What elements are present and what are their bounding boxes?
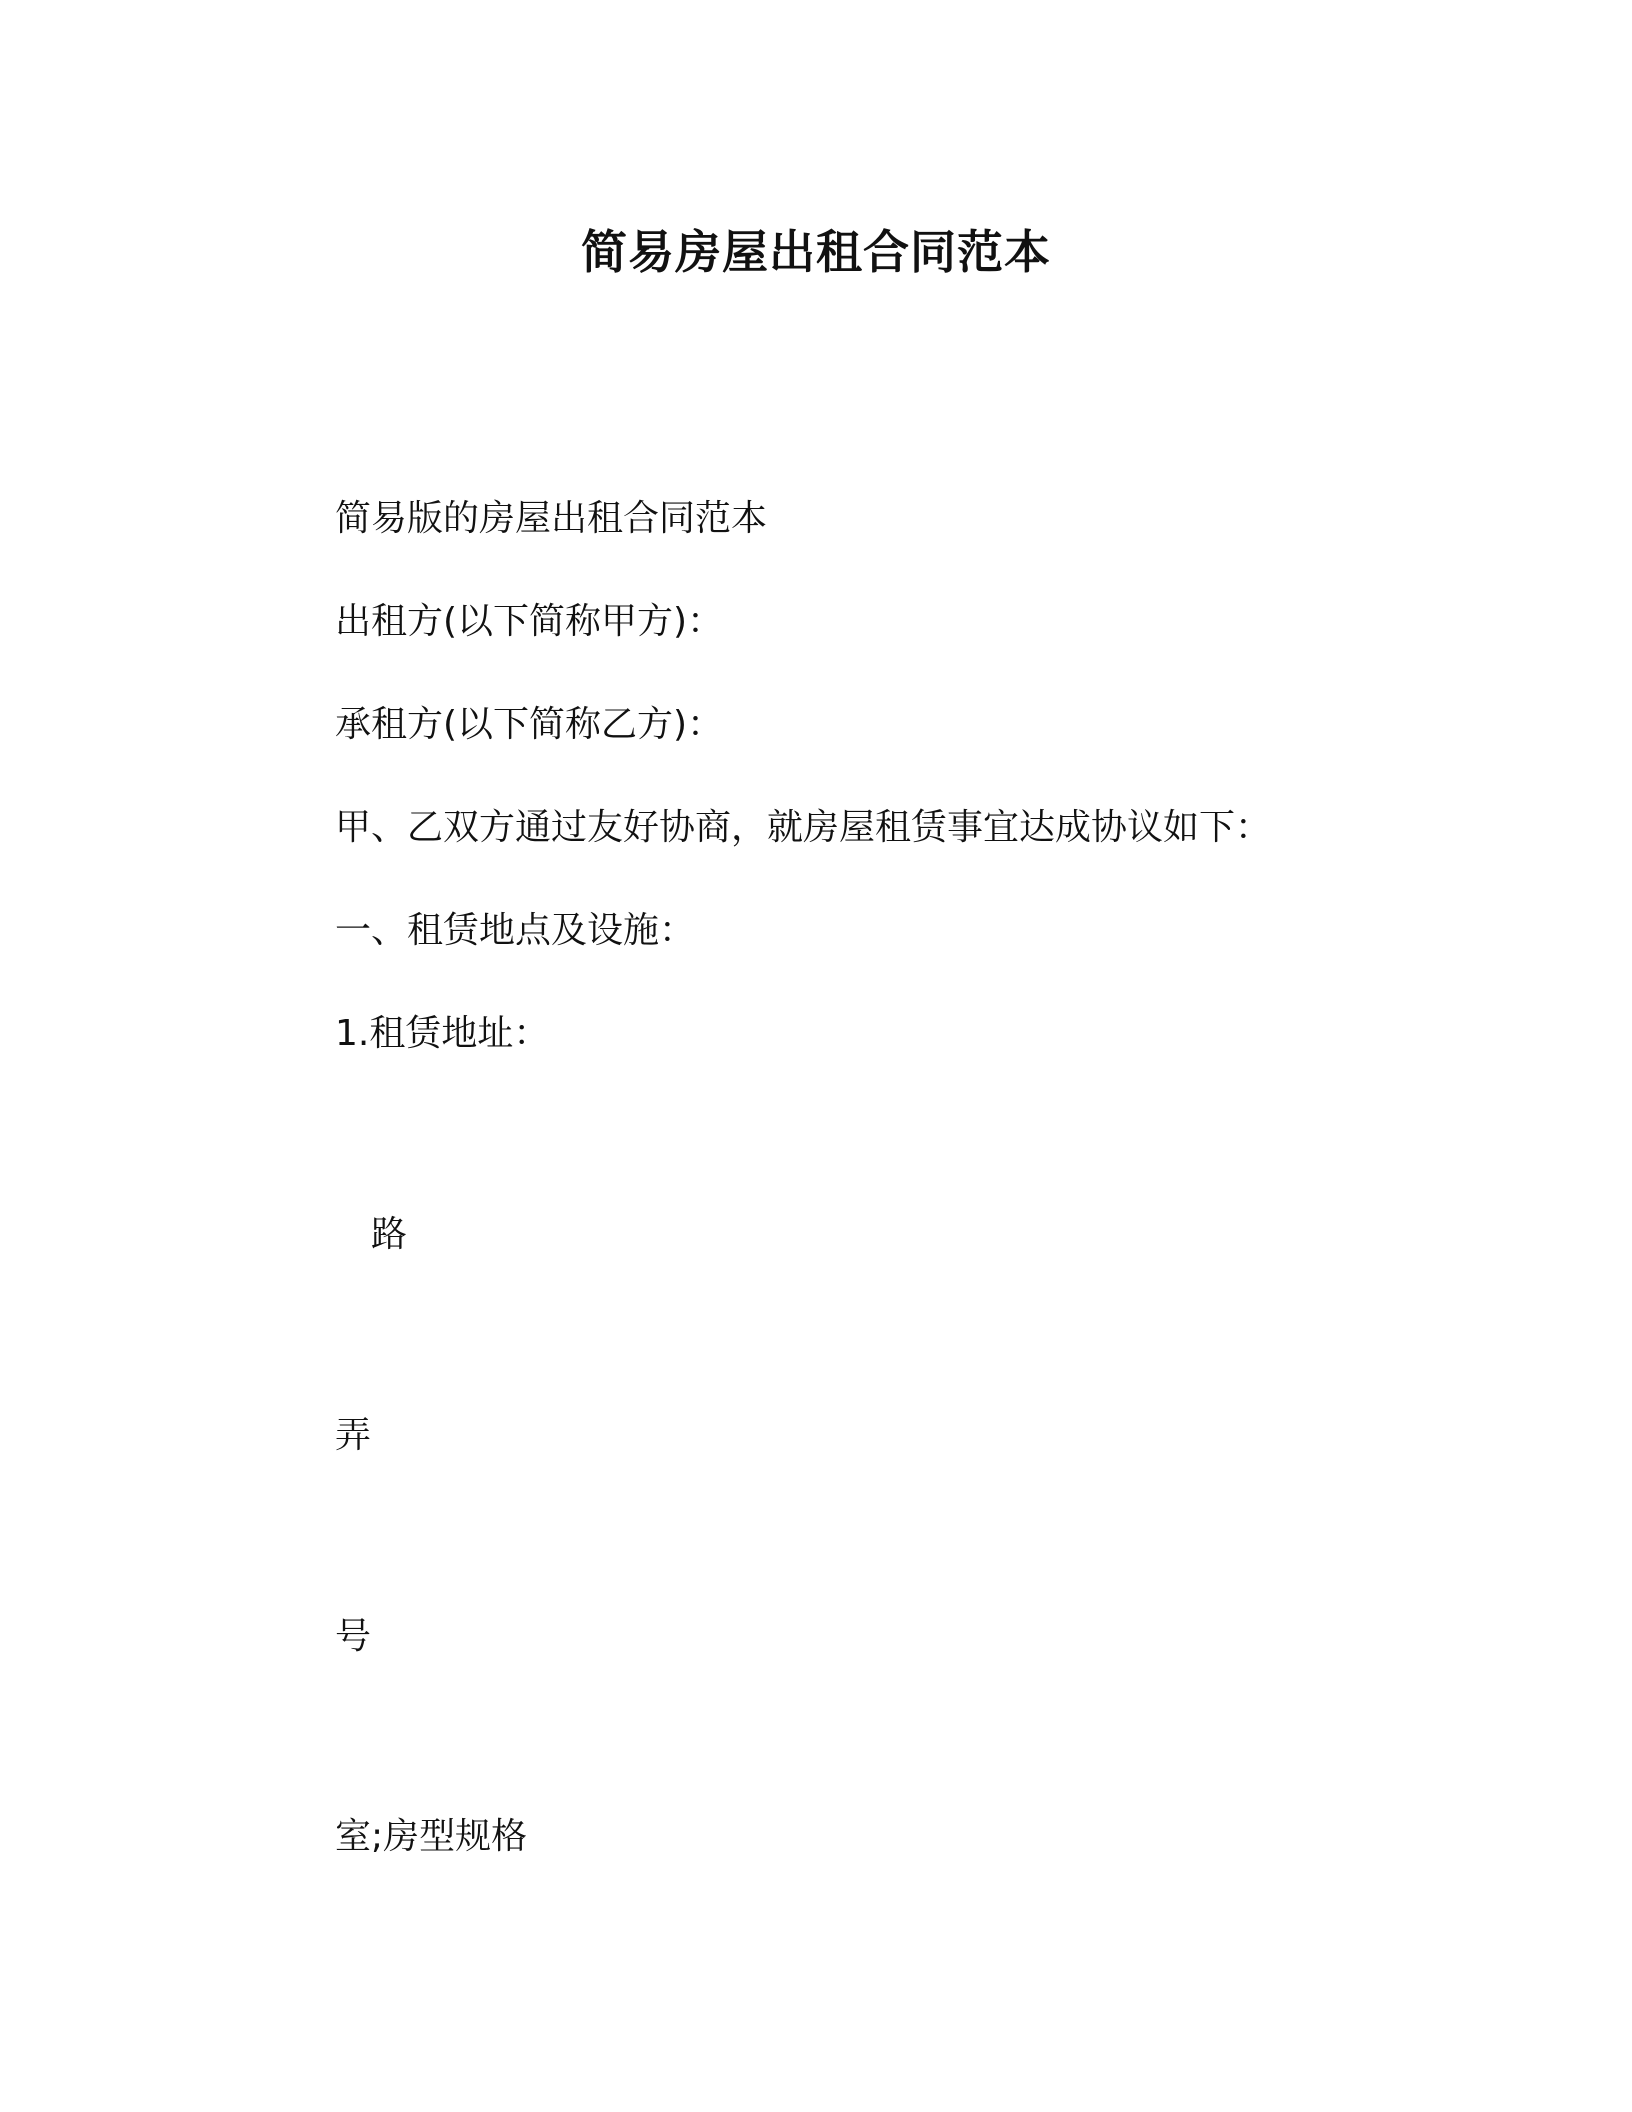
room-spec-line: 室;房型规格	[335, 1816, 528, 1857]
agreement-intro-line: 甲、乙双方通过友好协商，就房屋租赁事宜达成协议如下：	[335, 807, 1272, 848]
document-title: 简易房屋出租合同范本	[581, 225, 1051, 279]
intro-heading: 简易版的房屋出租合同范本	[335, 498, 768, 539]
lane-label: 弄	[335, 1415, 372, 1456]
road-label: 路	[371, 1214, 408, 1255]
lessee-line: 承租方(以下简称乙方)：	[335, 704, 724, 745]
rental-address-line: 1.租赁地址：	[335, 1013, 550, 1054]
section-one-heading: 一、租赁地点及设施：	[335, 910, 696, 951]
lessor-line: 出租方(以下简称甲方)：	[335, 601, 724, 642]
number-label: 号	[335, 1616, 372, 1657]
